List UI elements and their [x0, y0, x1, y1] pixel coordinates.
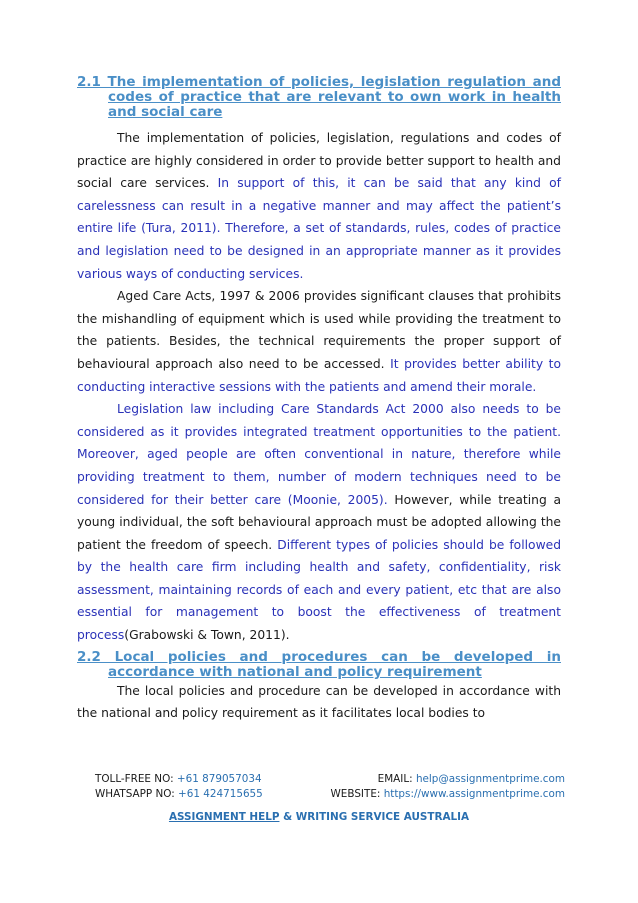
text-run: The local policies and procedure can be developed in accordance with the national and policy requirement as it facilitates local bodies to: [77, 683, 561, 721]
tollfree-number[interactable]: +61 879057034: [176, 773, 262, 785]
citation: (Grabowski & Town, 2011).: [124, 628, 290, 643]
website-contact: [331, 787, 565, 802]
highlighted-text: It provides better ability to conducting interactive sessions with the patients and amend their morale.: [77, 356, 562, 394]
footer-row: [95, 772, 565, 787]
whatsapp-label: WHATSAPP NO:: [95, 788, 179, 800]
section-heading-2-1: 2.1 The implementation of policies, legislation regulation and codes of practice that are relevant to own work in health and social care: [77, 74, 561, 120]
document-body: [77, 75, 561, 725]
footer-tagline: [0, 811, 638, 823]
paragraph: [77, 127, 561, 285]
email-link[interactable]: help@assignmentprime.com: [415, 773, 565, 785]
section-heading-2-2: 2.2 Local policies and procedures can be developed in accordance with national and policy requirement: [77, 648, 561, 680]
highlighted-text: In support of this, it can be said that any kind of carelessness can result in a negative manner and may affect the patient’s entire life (Tura, 2011). Therefore, a set of standards, rules, codes of practice and legislation need to be designed in an appropriate manner as it provides various ways of conducting services.: [77, 176, 561, 281]
assignment-help-link[interactable]: ASSIGNMENT HELP: [168, 811, 280, 823]
highlighted-text: Legislation law including Care Standards Act 2000 also needs to be considered as it provides integrated treatment opportunities to the patient. Moreover, aged people are often conventional in nature, therefore while providing treatment to them, number of modern techniques need to be considered for their better care (Moonie, 2005).: [77, 402, 561, 507]
website-label: WEBSITE:: [330, 788, 384, 800]
text-run: However, while treating a young individual, the soft behavioural approach must be adopted allowing the patient the freedom of speech.: [77, 492, 561, 552]
paragraph: [77, 285, 561, 398]
paragraph: [77, 398, 561, 647]
tollfree-label: TOLL-FREE NO:: [95, 773, 177, 785]
tollfree-contact: [95, 772, 262, 787]
footer-row: [95, 787, 565, 802]
whatsapp-contact: [95, 787, 263, 802]
highlighted-text: Different types of policies should be followed by the health care firm including health and safety, confidentiality, risk assessment, maintaining records of each and every patient, etc that are also essential for management to boost the effectiveness of treatment process: [77, 537, 561, 643]
tagline-text: & WRITING SERVICE AUSTRALIA: [279, 811, 470, 823]
text-run: The implementation of policies, legislation, regulations and codes of practice are highly considered in order to provide better support to health and social care services.: [77, 131, 561, 191]
email-contact: [378, 772, 565, 787]
email-label: EMAIL:: [377, 773, 416, 785]
text-run: Aged Care Acts, 1997 & 2006 provides significant clauses that prohibits the mishandling of equipment which is used while providing the treatment to the patients. Besides, the technical requirements the proper support of behavioural approach also need to be accessed.: [77, 289, 561, 371]
page-footer: [95, 772, 565, 802]
whatsapp-number[interactable]: +61 424715655: [178, 788, 263, 800]
website-link[interactable]: https://www.assignmentprime.com: [383, 788, 565, 800]
paragraph: [77, 680, 561, 725]
